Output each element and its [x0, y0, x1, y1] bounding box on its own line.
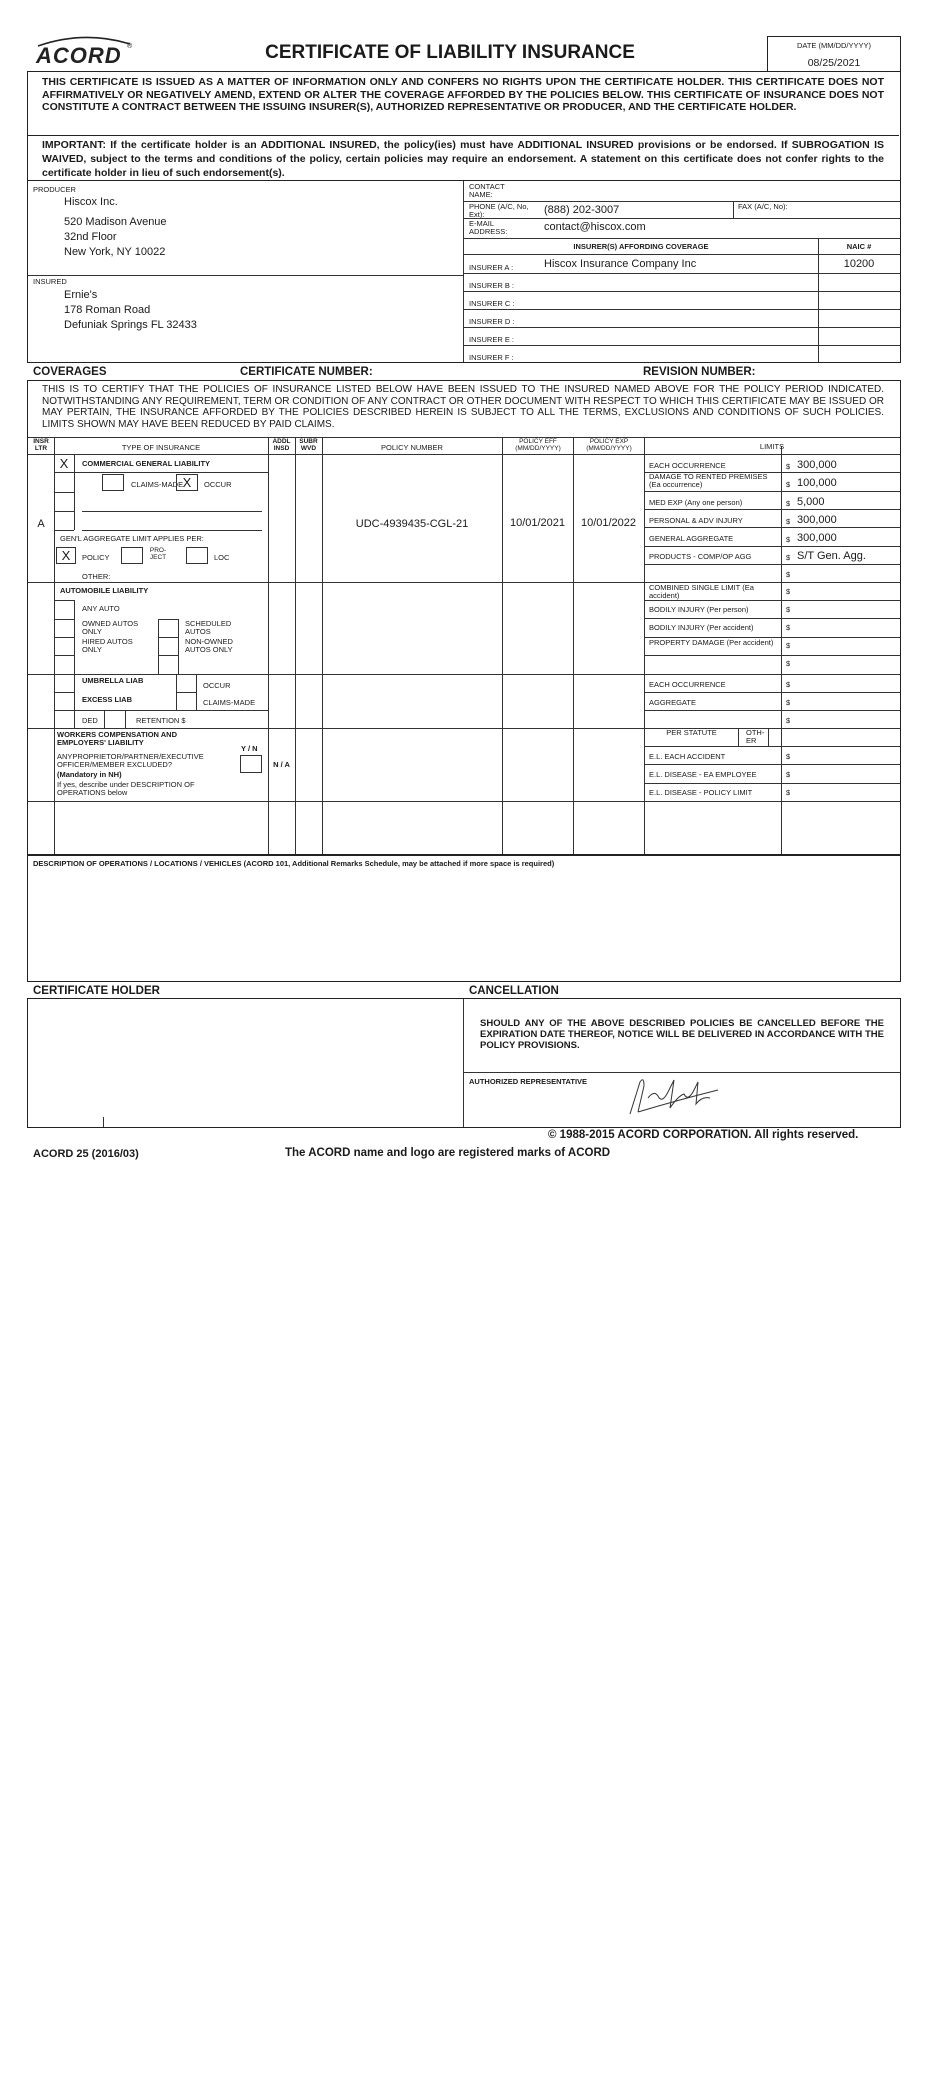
policy-label: POLICY: [82, 553, 110, 562]
workers-describe: If yes, describe under DESCRIPTION OF OPERATIONS below: [57, 780, 195, 797]
workers-title: WORKERS COMPENSATION AND EMPLOYERS' LIABILITY: [57, 730, 177, 747]
authorized-rep-label: AUTHORIZED REPRESENTATIVE: [469, 1077, 588, 1086]
certificate-holder-label: CERTIFICATE HOLDER: [33, 985, 160, 997]
gl-policy-exp: 10/01/2022: [580, 517, 637, 529]
registered-marks: The ACORD name and logo are registered marks of ACORD: [285, 1147, 611, 1159]
auto-limit-label-2: BODILY INJURY (Per accident): [649, 623, 754, 632]
currency: $: [786, 570, 791, 579]
gl-limit-label-0: EACH OCCURRENCE: [649, 461, 726, 470]
fax-label: FAX (A/C, No):: [738, 202, 788, 211]
phone-label: PHONE (A/C, No, Ext):: [469, 202, 529, 219]
form-id: ACORD 25 (2016/03): [33, 1148, 139, 1160]
currency: $: [786, 587, 791, 596]
gl-limit-label-1: DAMAGE TO RENTED PREMISES (Ea occurrence): [649, 472, 768, 489]
naic-label: NAIC #: [846, 242, 872, 251]
project-label: PRO-JECT: [149, 547, 167, 561]
claims-made-label: CLAIMS-MADE: [131, 480, 184, 489]
producer-label: PRODUCER: [33, 185, 76, 194]
insurer-c-label: INSURER C :: [469, 299, 515, 308]
producer-address-1: 520 Madison Avenue: [64, 216, 167, 228]
revision-number-label: REVISION NUMBER:: [643, 366, 756, 378]
gl-policy-number: UDC-4939435-CGL-21: [355, 518, 469, 530]
cancellation-label: CANCELLATION: [469, 985, 559, 997]
acord-logo-mark: [34, 36, 134, 68]
umbrella-occur-label: OCCUR: [203, 681, 231, 690]
gl-insr-ltr: A: [37, 518, 45, 530]
workers-mandatory: (Mandatory in NH): [57, 770, 122, 779]
ded-label: DED: [82, 716, 98, 725]
email-value: contact@hiscox.com: [544, 221, 646, 233]
loc-checkbox[interactable]: [186, 547, 208, 564]
currency: $: [786, 698, 791, 707]
currency: $: [786, 752, 791, 761]
currency: $: [786, 770, 791, 779]
gl-limit-label-4: GENERAL AGGREGATE: [649, 534, 734, 543]
scheduled-autos-label: SCHEDULED AUTOS: [185, 619, 232, 636]
umbrella-label: UMBRELLA LIAB: [82, 676, 144, 685]
currency: $: [786, 535, 791, 544]
workers-na: N / A: [273, 760, 290, 769]
currency: $: [786, 605, 791, 614]
coverages-label: COVERAGES: [33, 366, 107, 378]
aggregate-applies-label: GEN'L AGGREGATE LIMIT APPLIES PER:: [60, 534, 204, 543]
workers-proprietor: ANYPROPRIETOR/PARTNER/EXECUTIVE OFFICER/MEMBER EXCLUDED?: [57, 752, 204, 769]
th-policy-number: POLICY NUMBER: [381, 443, 443, 452]
insurer-a-label: INSURER A :: [469, 263, 514, 272]
per-statute-label: PER STATUTE: [666, 728, 717, 737]
claims-made-checkbox[interactable]: [102, 474, 124, 491]
holder-box: [27, 998, 901, 1128]
th-policy-eff: POLICY EFF (MM/DD/YYYY): [515, 438, 561, 452]
workers-yn: Y / N: [241, 744, 258, 753]
policy-checkbox[interactable]: X: [56, 547, 76, 564]
info-notice: THIS CERTIFICATE IS ISSUED AS A MATTER OF INFORMATION ONLY AND CONFERS NO RIGHTS UPON THE CERTIFICATE HOLDER. THIS CERTIFICATE DOES NOT AFFIRMATIVELY OR NEGATIVELY AMEND, EXTEND OR ALTER THE COVERAGE AFFORDED BY THE POLICIES BELOW. THIS CERTIFICATE OF INSURANCE DOES NOT CONSTITUTE A CONTRACT BETWEEN THE ISSUING INSURER(S), AUTHORIZED REPRESENTATIVE OR PRODUCER, AND THE CERTIFICATE HOLDER.: [42, 76, 884, 113]
phone-value: (888) 202-3007: [544, 204, 620, 216]
insured-address-1: 178 Roman Road: [64, 304, 151, 316]
th-addl: ADDL INSD: [272, 438, 291, 452]
non-owned-autos-label: NON-OWNED AUTOS ONLY: [185, 637, 233, 654]
gl-checkbox[interactable]: X: [59, 456, 69, 471]
gl-limit-value-5: S/T Gen. Agg.: [797, 550, 866, 562]
important-notice: IMPORTANT: If the certificate holder is an ADDITIONAL INSURED, the policy(ies) must have ADDITIONAL INSURED provisions or be endorsed. If SUBROGATION IS WAIVED, subject to the terms and conditions of the policy, certain policies may require an endorsement. A statement on this certificate does not confer rights to the certificate holder in lieu of such endorsement(s).: [42, 139, 884, 179]
gl-policy-eff: 10/01/2021: [509, 517, 566, 529]
insurer-e-label: INSURER E :: [469, 335, 515, 344]
gl-limit-value-4: 300,000: [797, 532, 837, 544]
insured-label: INSURED: [33, 277, 67, 286]
insurer-b-label: INSURER B :: [469, 281, 515, 290]
insurers-heading: INSURER(S) AFFORDING COVERAGE: [573, 242, 709, 251]
loc-label: LOC: [214, 553, 230, 562]
auto-limit-label-1: BODILY INJURY (Per person): [649, 605, 749, 614]
description-label: DESCRIPTION OF OPERATIONS / LOCATIONS / VEHICLES (ACORD 101, Additional Remarks Schedule, may be attached if more space is required): [33, 859, 555, 868]
th-insr-ltr: INSR LTR: [33, 438, 49, 452]
currency: $: [786, 659, 791, 668]
svg-text:ACORD: ACORD: [36, 43, 122, 68]
workers-limit-label-0: E.L. EACH ACCIDENT: [649, 752, 726, 761]
producer-address-2: 32nd Floor: [64, 231, 117, 243]
hired-autos-label: HIRED AUTOS ONLY: [82, 637, 133, 654]
producer-box: [27, 180, 901, 363]
occur-label: OCCUR: [204, 480, 232, 489]
auto-limit-label-3: PROPERTY DAMAGE (Per accident): [649, 638, 774, 647]
gl-limit-value-1: 100,000: [797, 477, 837, 489]
date-label: DATE (MM/DD/YYYY): [796, 41, 872, 50]
any-auto-label: ANY AUTO: [82, 604, 120, 613]
currency: $: [786, 680, 791, 689]
signature-mark: [618, 1072, 728, 1122]
gl-limit-value-2: 5,000: [797, 496, 825, 508]
umbrella-claims-made-label: CLAIMS-MADE: [203, 698, 256, 707]
gl-limit-label-5: PRODUCTS - COMP/OP AGG: [649, 552, 752, 561]
currency: $: [786, 480, 791, 489]
umbrella-limit-label-0: EACH OCCURRENCE: [649, 680, 726, 689]
insurer-a-name: Hiscox Insurance Company Inc: [544, 258, 697, 270]
currency: $: [786, 553, 791, 562]
currency: $: [786, 788, 791, 797]
producer-name: Hiscox Inc.: [64, 196, 118, 208]
producer-address-3: New York, NY 10022: [64, 246, 166, 258]
gl-limit-value-0: 300,000: [797, 459, 837, 471]
retention-label: RETENTION $: [136, 716, 186, 725]
insurer-f-label: INSURER F :: [469, 353, 514, 362]
th-policy-exp: POLICY EXP (MM/DD/YYYY): [586, 438, 632, 452]
cancellation-text: SHOULD ANY OF THE ABOVE DESCRIBED POLICIES BE CANCELLED BEFORE THE EXPIRATION DATE THEREOF, NOTICE WILL BE DELIVERED IN ACCORDANCE WITH THE POLICY PROVISIONS.: [480, 1018, 884, 1051]
email-label: E-MAIL ADDRESS:: [469, 219, 508, 236]
workers-limit-label-1: E.L. DISEASE - EA EMPLOYEE: [649, 770, 757, 779]
date-box: [767, 36, 901, 72]
auto-limit-label-0: COMBINED SINGLE LIMIT (Ea accident): [649, 583, 754, 600]
excess-label: EXCESS LIAB: [82, 695, 133, 704]
other-label: OTHER:: [82, 572, 111, 581]
description-box: [27, 854, 901, 982]
auto-title: AUTOMOBILE LIABILITY: [60, 586, 149, 595]
notice-box: [27, 71, 901, 181]
coverages-box: [27, 380, 901, 856]
acord-logo: [34, 36, 134, 66]
date-value: 08/25/2021: [807, 57, 861, 69]
insurer-a-naic: 10200: [843, 258, 875, 270]
cert-number-label: CERTIFICATE NUMBER:: [240, 366, 373, 378]
insurer-d-label: INSURER D :: [469, 317, 515, 326]
currency: $: [786, 517, 791, 526]
th-type: TYPE OF INSURANCE: [121, 443, 201, 452]
currency: $: [786, 623, 791, 632]
gl-limit-label-3: PERSONAL & ADV INJURY: [649, 516, 743, 525]
form-title: CERTIFICATE OF LIABILITY INSURANCE: [265, 42, 635, 63]
currency: $: [786, 462, 791, 471]
gl-limit-value-3: 300,000: [797, 514, 837, 526]
currency: $: [786, 641, 791, 650]
gl-limit-label-2: MED EXP (Any one person): [649, 498, 743, 507]
gl-title: COMMERCIAL GENERAL LIABILITY: [82, 459, 211, 468]
svg-text:®: ®: [127, 43, 133, 50]
insured-name: Ernie's: [64, 289, 98, 301]
workers-other-label: OTH-ER: [746, 728, 765, 745]
workers-excluded-checkbox[interactable]: [240, 755, 262, 773]
copyright: © 1988-2015 ACORD CORPORATION. All rights reserved.: [548, 1129, 859, 1141]
th-subr: SUBR WVD: [299, 438, 318, 452]
contact-name-label: CONTACT NAME:: [469, 182, 505, 199]
currency: $: [786, 716, 791, 725]
umbrella-limit-label-1: AGGREGATE: [649, 698, 696, 707]
owned-autos-label: OWNED AUTOS ONLY: [82, 619, 139, 636]
project-checkbox[interactable]: [121, 547, 143, 564]
certify-text: THIS IS TO CERTIFY THAT THE POLICIES OF INSURANCE LISTED BELOW HAVE BEEN ISSUED TO THE INSURED NAMED ABOVE FOR THE POLICY PERIOD INDICATED. NOTWITHSTANDING ANY REQUIREMENT, TERM OR CONDITION OF ANY CONTRACT OR OTHER DOCUMENT WITH RESPECT TO WHICH THIS CERTIFICATE MAY BE ISSUED OR MAY PERTAIN, THE INSURANCE AFFORDED BY THE POLICIES DESCRIBED HEREIN IS SUBJECT TO ALL THE TERMS, EXCLUSIONS AND CONDITIONS OF SUCH POLICIES. LIMITS SHOWN MAY HAVE BEEN REDUCED BY PAID CLAIMS.: [42, 384, 884, 430]
workers-limit-label-2: E.L. DISEASE - POLICY LIMIT: [649, 788, 753, 797]
occur-checkbox[interactable]: X: [176, 474, 198, 491]
insured-address-2: Defuniak Springs FL 32433: [64, 319, 197, 331]
th-limits: LIMITS: [759, 442, 785, 451]
currency: $: [786, 499, 791, 508]
